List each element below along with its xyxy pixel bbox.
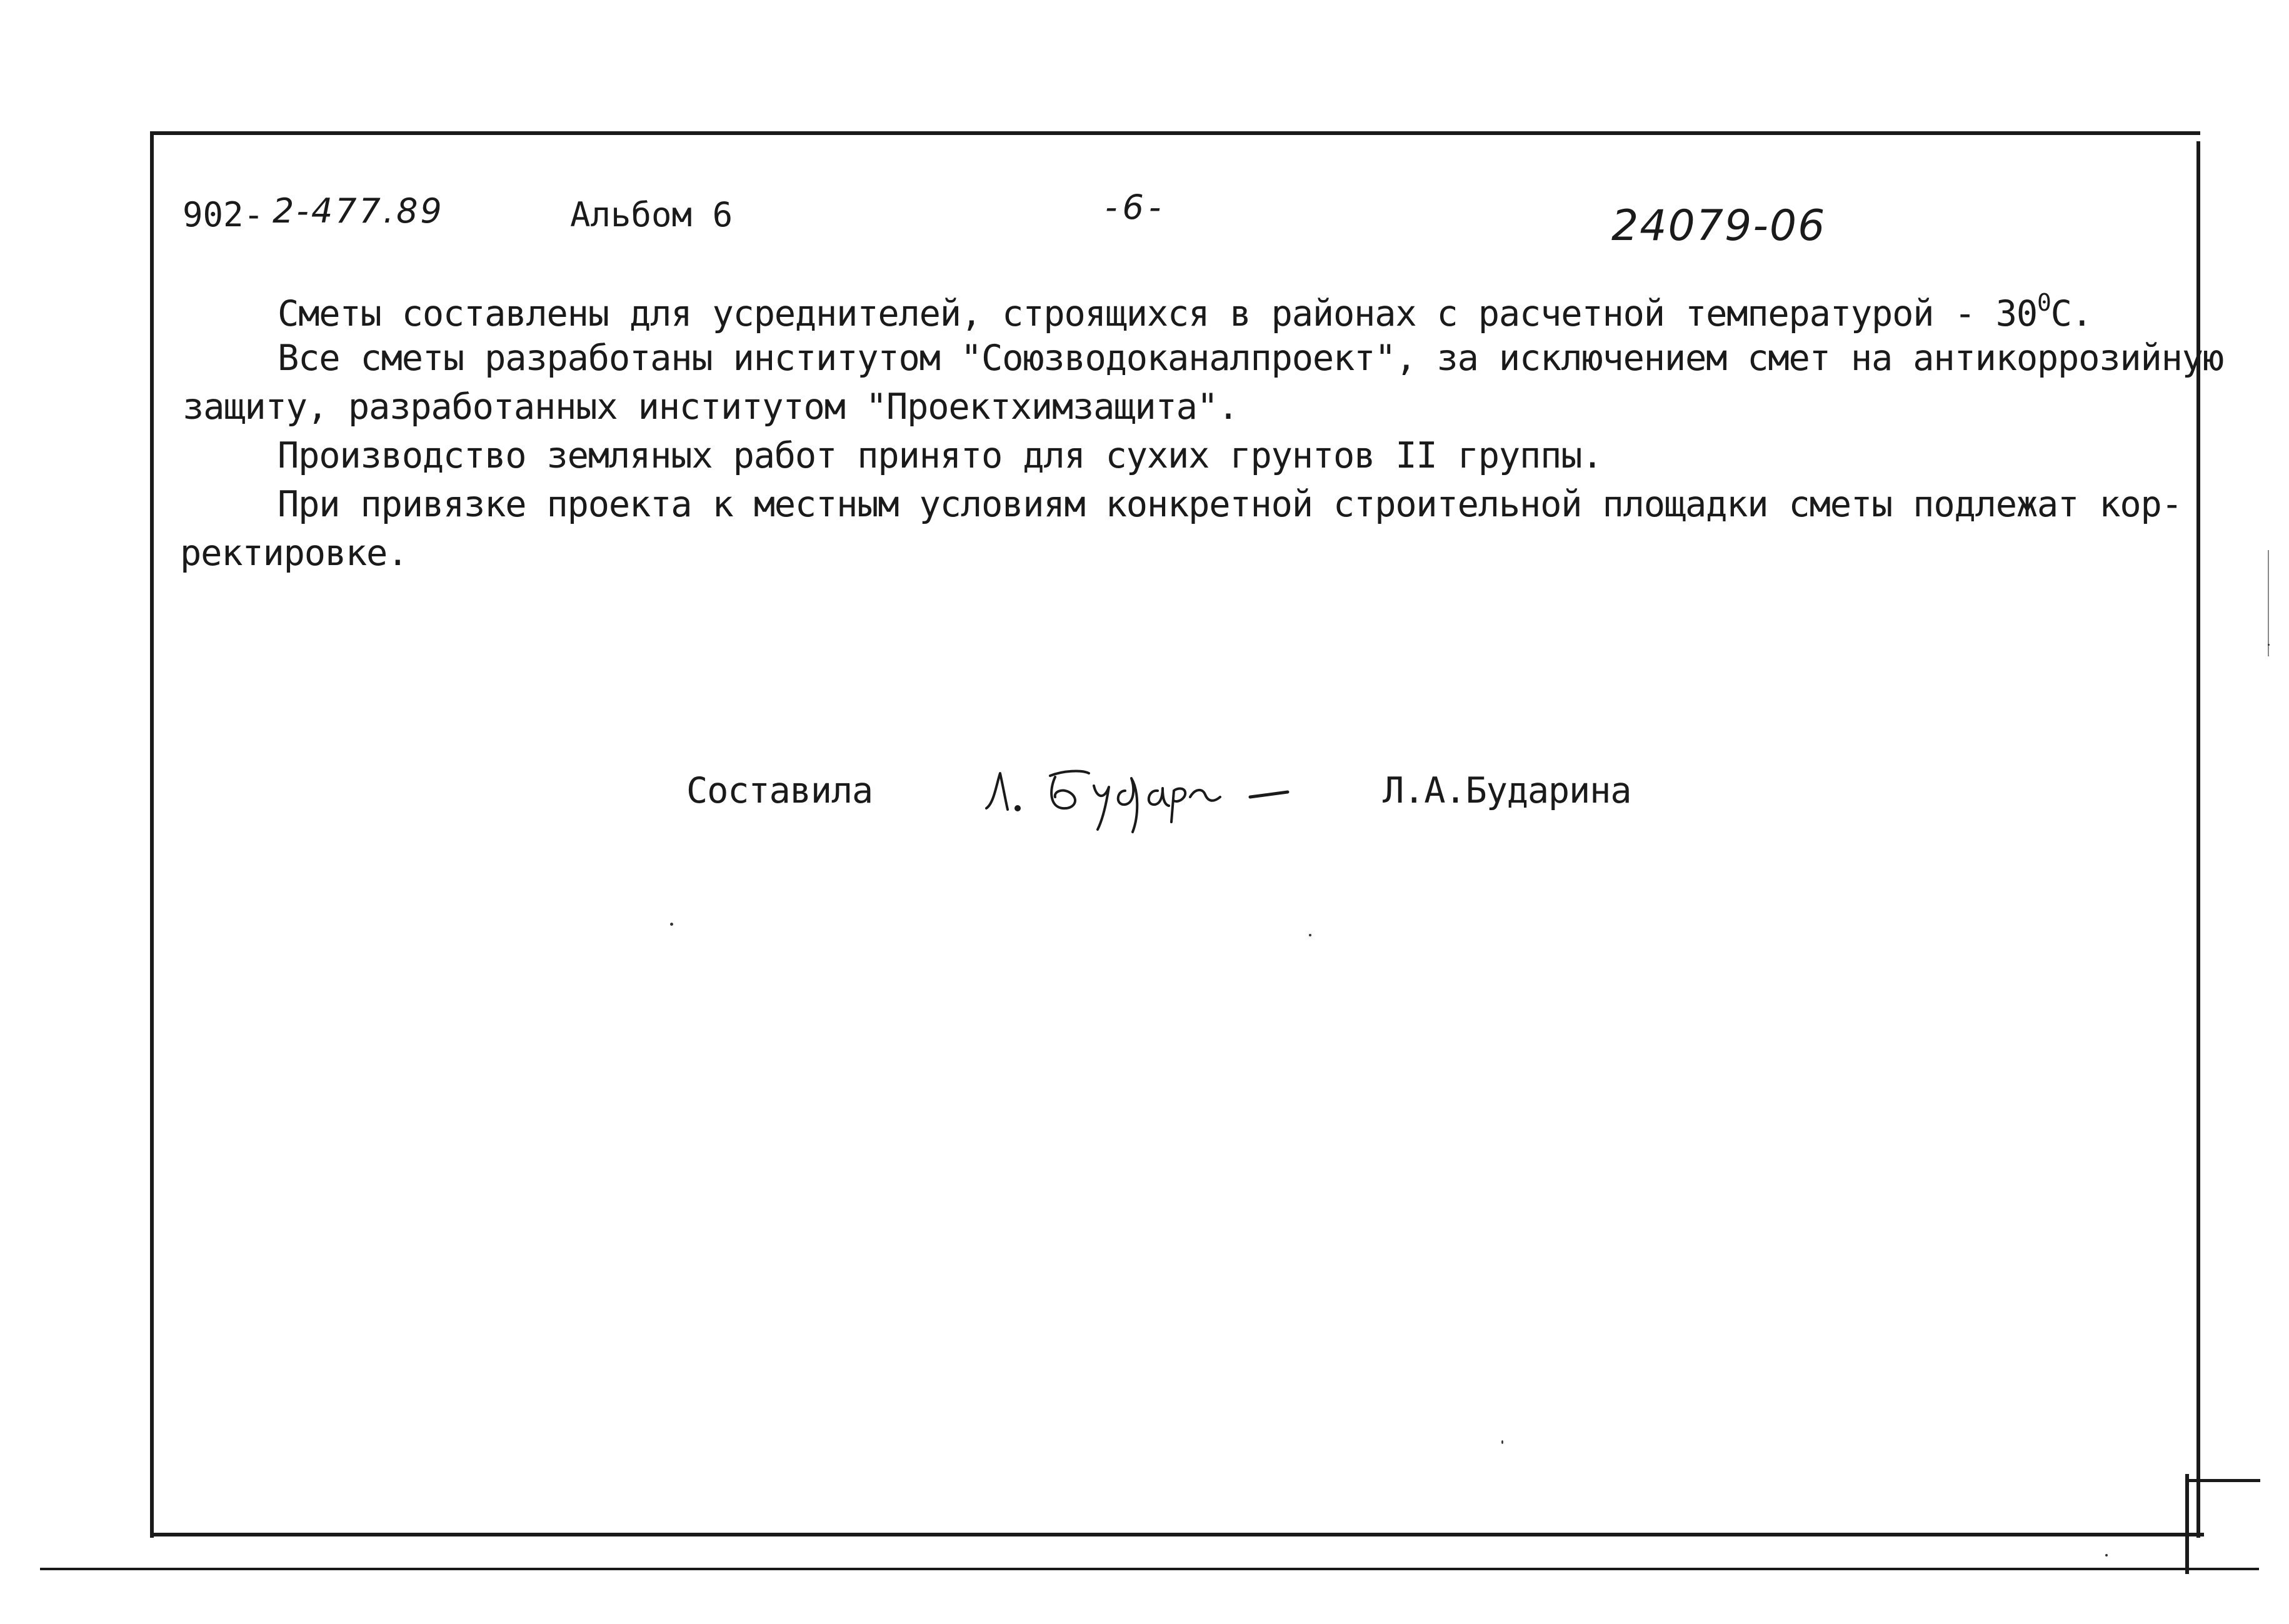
album-label: Альбом 6 xyxy=(570,195,733,234)
frame-top-line xyxy=(150,131,2200,135)
scan-speck xyxy=(670,923,673,926)
paragraph-3: Производство земляных работ принято для сухих грунтов II группы. xyxy=(278,435,1603,476)
scan-speck xyxy=(2268,644,2270,646)
signature-label: Составила xyxy=(686,770,873,811)
signature-icon xyxy=(975,759,1350,835)
page-number: -6- xyxy=(1105,188,1166,227)
document-code: 24079-06 xyxy=(1611,201,1826,251)
frame-left-line xyxy=(150,131,154,1538)
page-bottom-rule xyxy=(40,1568,2259,1570)
scan-speck xyxy=(1309,934,1311,936)
edge-dash-line xyxy=(2268,550,2269,656)
paragraph-1 xyxy=(278,289,2092,334)
handwritten-signature xyxy=(975,759,1350,837)
scan-speck xyxy=(2105,1554,2108,1556)
paragraph-4-line-2: ректировке. xyxy=(180,533,408,574)
scan-speck xyxy=(1501,1440,1503,1444)
signatory-name: Л.А.Бударина xyxy=(1383,770,1631,811)
paragraph-2-line-1: Все сметы разработаны институтом "Союзводоканалпроект", за исключением смет на антикоррозийную xyxy=(278,338,2223,379)
temperature-unit: С. xyxy=(2050,293,2092,334)
document-number: 2-477.89 xyxy=(273,191,444,231)
degree-sign: 0 xyxy=(2036,289,2051,316)
frame-bottom-line xyxy=(150,1533,2204,1536)
frame-outer-right-line xyxy=(2185,1474,2189,1574)
paragraph-2-line-2: защиту, разработанных институтом "Проектхимзащита". xyxy=(183,386,1238,428)
paragraph-1-text: Сметы составлены для усреднителей, строящихся в районах с расчетной температурой - 30 xyxy=(278,293,2037,334)
document-prefix: 902- xyxy=(183,195,264,234)
margin-tick-line xyxy=(2189,1479,2260,1482)
paragraph-4-line-1: При привязке проекта к местным условиям конкретной строительной площадки сметы подлежат кор- xyxy=(278,484,2182,525)
